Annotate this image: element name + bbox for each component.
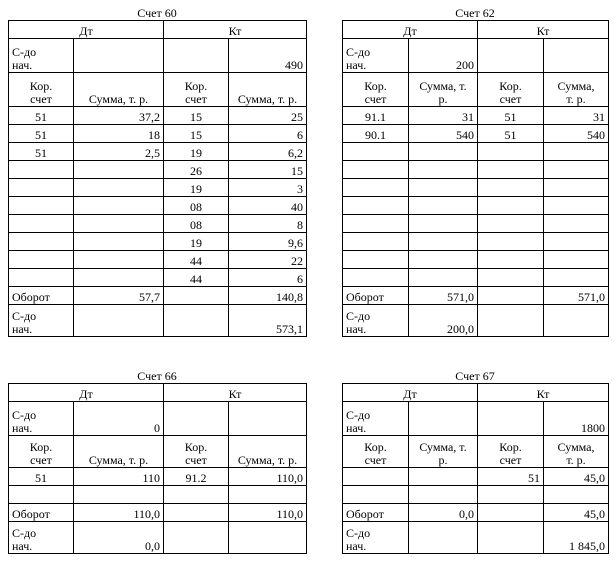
table-row xyxy=(9,486,307,504)
sum-header: Сумма, т. р. xyxy=(409,73,478,107)
opening-debit: 200 xyxy=(409,39,478,73)
debit-sum: 18 xyxy=(74,125,164,143)
ledger-table xyxy=(342,383,609,554)
turnover-credit: 110,0 xyxy=(229,504,307,522)
table-row xyxy=(9,179,307,197)
turnover-row xyxy=(343,287,609,305)
turnover-debit: 0,0 xyxy=(409,504,478,522)
table-row xyxy=(343,179,609,197)
corr-account-header: Кор. счет xyxy=(343,73,409,107)
opening-debit xyxy=(74,39,164,73)
credit-sum: 40 xyxy=(229,197,307,215)
credit-acct: 44 xyxy=(164,251,229,269)
turnover-label: Оборот xyxy=(343,504,409,522)
opening-row xyxy=(9,39,307,73)
closing-debit: 0,0 xyxy=(74,522,164,554)
opening-row xyxy=(343,402,609,436)
credit-acct: 08 xyxy=(164,215,229,233)
sum-header: Сумма, т. р. xyxy=(409,436,478,468)
ledger-table xyxy=(8,20,307,337)
table-row xyxy=(9,251,307,269)
table-row xyxy=(9,233,307,251)
credit-sum: 45,0 xyxy=(544,468,609,486)
turnover-row xyxy=(9,504,307,522)
table-row xyxy=(343,233,609,251)
sum-header: Сумма, т. р. xyxy=(229,436,307,468)
table-row xyxy=(9,125,307,143)
debit-acct: 90.1 xyxy=(343,125,409,143)
credit-sum: 6,2 xyxy=(229,143,307,161)
table-row xyxy=(9,468,307,486)
corr-account-header: Кор. счет xyxy=(478,436,544,468)
credit-acct: 19 xyxy=(164,233,229,251)
debit-sum: 110 xyxy=(74,468,164,486)
credit-sum: 22 xyxy=(229,251,307,269)
table-row xyxy=(343,143,609,161)
closing-label: С-до нач. xyxy=(9,522,74,554)
header-row xyxy=(343,21,609,39)
table-row xyxy=(343,197,609,215)
turnover-credit: 45,0 xyxy=(544,504,609,522)
credit-acct: 91.2 xyxy=(164,468,229,486)
corr-account-header: Кор. счет xyxy=(343,436,409,468)
table-row xyxy=(9,143,307,161)
table-row xyxy=(9,161,307,179)
corr-account-header: Кор. счет xyxy=(478,73,544,107)
table-row xyxy=(343,161,609,179)
debit-header: Дт xyxy=(343,384,478,402)
credit-sum: 6 xyxy=(229,269,307,287)
credit-acct: 15 xyxy=(164,125,229,143)
debit-header: Дт xyxy=(9,384,164,402)
credit-acct: 19 xyxy=(164,179,229,197)
debit-header: Дт xyxy=(9,21,164,39)
table-row xyxy=(9,269,307,287)
table-row xyxy=(9,197,307,215)
turnover-row xyxy=(343,504,609,522)
table-row xyxy=(343,269,609,287)
sum-header: Сумма, т. р. xyxy=(74,436,164,468)
credit-acct: 51 xyxy=(478,107,544,125)
turnover-debit: 571,0 xyxy=(409,287,478,305)
debit-acct: 51 xyxy=(9,143,74,161)
table-row xyxy=(343,468,609,486)
credit-acct: 44 xyxy=(164,269,229,287)
debit-header: Дт xyxy=(343,21,478,39)
header-row xyxy=(9,21,307,39)
opening-label: С-до нач. xyxy=(343,402,409,436)
credit-acct: 51 xyxy=(478,125,544,143)
sum-header: Сумма, т. р. xyxy=(544,73,609,107)
credit-header: Кт xyxy=(164,21,307,39)
closing-label: С-до нач. xyxy=(343,522,409,554)
debit-sum: 31 xyxy=(409,107,478,125)
closing-row xyxy=(343,305,609,337)
credit-sum: 6 xyxy=(229,125,307,143)
column-header-row xyxy=(343,73,609,107)
credit-sum: 8 xyxy=(229,215,307,233)
credit-header: Кт xyxy=(164,384,307,402)
closing-label: С-до нач. xyxy=(9,305,74,337)
credit-acct: 19 xyxy=(164,143,229,161)
account-title: Счет 62 xyxy=(455,6,495,20)
credit-acct: 15 xyxy=(164,107,229,125)
table-row xyxy=(9,215,307,233)
turnover-label: Оборот xyxy=(9,504,74,522)
corr-account-header: Кор. счет xyxy=(9,73,74,107)
turnover-credit: 571,0 xyxy=(544,287,609,305)
corr-account-header: Кор. счет xyxy=(164,436,229,468)
account-title: Счет 66 xyxy=(137,369,177,383)
credit-header: Кт xyxy=(478,21,609,39)
credit-sum: 3 xyxy=(229,179,307,197)
closing-credit: 1 845,0 xyxy=(544,522,609,554)
account-title: Счет 60 xyxy=(137,6,177,20)
sum-header: Сумма, т. р. xyxy=(74,73,164,107)
closing-label: С-до нач. xyxy=(343,305,409,337)
opening-label: С-до нач. xyxy=(9,39,74,73)
table-row xyxy=(343,251,609,269)
debit-acct: 51 xyxy=(9,107,74,125)
opening-credit-acct xyxy=(164,39,229,73)
opening-credit: 490 xyxy=(229,39,307,73)
opening-label: С-до нач. xyxy=(9,402,74,436)
header-row xyxy=(343,384,609,402)
sum-header: Сумма, т. р. xyxy=(544,436,609,468)
credit-sum: 25 xyxy=(229,107,307,125)
opening-credit: 1800 xyxy=(544,402,609,436)
closing-credit: 573,1 xyxy=(229,305,307,337)
header-row xyxy=(9,384,307,402)
corr-account-header: Кор. счет xyxy=(164,73,229,107)
table-row xyxy=(343,125,609,143)
credit-sum: 110,0 xyxy=(229,468,307,486)
table-row xyxy=(9,107,307,125)
debit-sum: 2,5 xyxy=(74,143,164,161)
turnover-row xyxy=(9,287,307,305)
opening-row xyxy=(343,39,609,73)
credit-sum: 15 xyxy=(229,161,307,179)
ledger-table xyxy=(8,383,307,554)
column-header-row xyxy=(9,436,307,468)
turnover-credit: 140,8 xyxy=(229,287,307,305)
debit-sum: 37,2 xyxy=(74,107,164,125)
credit-header: Кт xyxy=(478,384,609,402)
turnover-label: Оборот xyxy=(343,287,409,305)
sum-header: Сумма, т. р. xyxy=(229,73,307,107)
debit-sum: 540 xyxy=(409,125,478,143)
corr-account-header: Кор. счет xyxy=(9,436,74,468)
ledger-table xyxy=(342,20,609,337)
credit-acct: 26 xyxy=(164,161,229,179)
column-header-row xyxy=(343,436,609,468)
opening-debit: 0 xyxy=(74,402,164,436)
credit-sum: 9,6 xyxy=(229,233,307,251)
turnover-label: Оборот xyxy=(9,287,74,305)
closing-row xyxy=(9,522,307,554)
credit-sum: 540 xyxy=(544,125,609,143)
turnover-debit: 110,0 xyxy=(74,504,164,522)
closing-row xyxy=(343,522,609,554)
turnover-debit: 57,7 xyxy=(74,287,164,305)
credit-sum: 31 xyxy=(544,107,609,125)
opening-row xyxy=(9,402,307,436)
column-header-row xyxy=(9,73,307,107)
table-row xyxy=(343,107,609,125)
table-row xyxy=(343,215,609,233)
debit-acct: 91.1 xyxy=(343,107,409,125)
account-title: Счет 67 xyxy=(455,369,495,383)
credit-acct: 51 xyxy=(478,468,544,486)
credit-acct: 08 xyxy=(164,197,229,215)
closing-row xyxy=(9,305,307,337)
debit-acct: 51 xyxy=(9,125,74,143)
debit-acct: 51 xyxy=(9,468,74,486)
closing-debit: 200,0 xyxy=(409,305,478,337)
opening-label: С-до нач. xyxy=(343,39,409,73)
table-row xyxy=(343,486,609,504)
